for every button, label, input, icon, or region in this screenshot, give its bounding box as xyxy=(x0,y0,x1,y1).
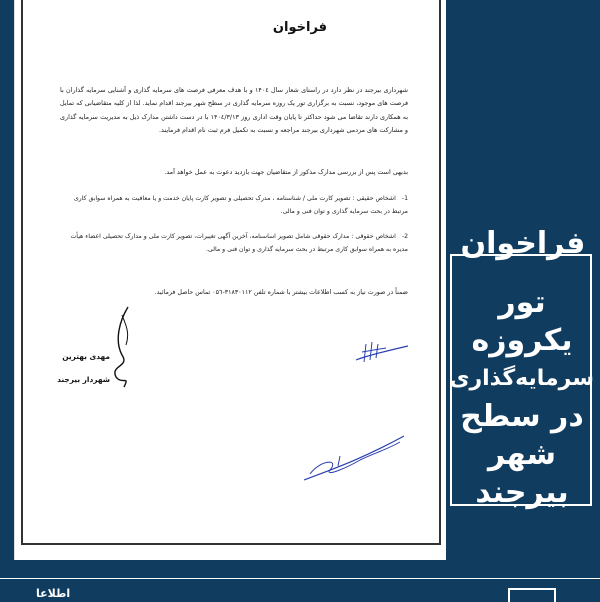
item-number: 2- xyxy=(401,233,408,240)
item-number: 1- xyxy=(401,195,408,202)
signer-title: شهردار بیرجند xyxy=(57,375,110,384)
requirement-item-natural xyxy=(60,192,408,218)
paragraph-text: شهرداری بیرجند در نظر دارد در راستای شعار سال ۱۴۰٤ و با هدف معرفی فرصت های سرمایه گذاری و آشنایی سرمایه گذاران با فرصت های موجود، نسبت به برگزاری تور یک روزه سرمایه گذاری در سطح شهر بیرجند اقدام نماید. لذا از کلیه متقاضیانی که تمایل به همکاری دارند تقاضا می شود حداکثر تا پایان وقت اداری روز ۱۴۰٤/۳/۱۳ با در دست داشتن مدارک ذیل به مدیریت سرمایه گذاری و مشارکت های مردمی شهرداری بیرجند مراجعه و نسبت به تکمیل فرم ثبت نام اقدام فرمایند. xyxy=(60,86,408,134)
item-text: اشخاص حقوقی : مدارک حقوقی شامل تصویر اساسنامه، آخرین آگهی تغییرات، تصویر کارت ملی و مدارک تحصیلی اعضاء هیأت مدیره به همراه سوابق کاری مرتبط در بحث سرمایه گذاری و توان فنی و مالی. xyxy=(70,233,408,253)
side-line-city: شهر xyxy=(488,437,556,472)
contact-line: ضمناً در صورت نیاز به کسب اطلاعات بیشتر با شماره تلفن ۳۱۸۳۰۱۱۲-۰۵٦ تماس حاصل فرمائید. xyxy=(154,289,408,296)
footer-divider xyxy=(0,578,600,579)
blue-ink-signature xyxy=(300,430,410,490)
invite-line: بدیهی است پس از بررسی مدارک مذکور از متقاضیان جهت بازدید دعوت به عمل خواهد آمد. xyxy=(164,168,408,176)
side-heading: فراخوان xyxy=(460,226,586,261)
mayor-signature xyxy=(100,305,140,390)
document-paragraph xyxy=(60,84,408,137)
side-line-investment: سرمایه‌گذاری xyxy=(449,366,594,391)
item-text: اشخاص حقیقی : تصویر کارت ملی / شناسنامه ، مدرک تحصیلی و تصویر کارت پایان خدمت و یا معافیت به همراه سوابق کاری مرتبط در بحث سرمایه گذاری و توان فنی و مالی. xyxy=(73,195,408,215)
side-line-tour: تور xyxy=(498,285,546,320)
blue-ink-mark xyxy=(352,338,412,368)
footer-text: اطلاعا xyxy=(36,587,71,600)
document-title: فراخوان xyxy=(272,20,328,35)
side-line-birjand: بیرجند xyxy=(475,475,569,510)
requirement-item-legal xyxy=(60,230,408,256)
side-line-level: در سطح xyxy=(460,399,584,434)
side-line-oneday: یکروزه xyxy=(471,323,573,358)
signer-name: مهدی بهترین xyxy=(62,352,110,361)
side-title-text xyxy=(450,284,594,512)
